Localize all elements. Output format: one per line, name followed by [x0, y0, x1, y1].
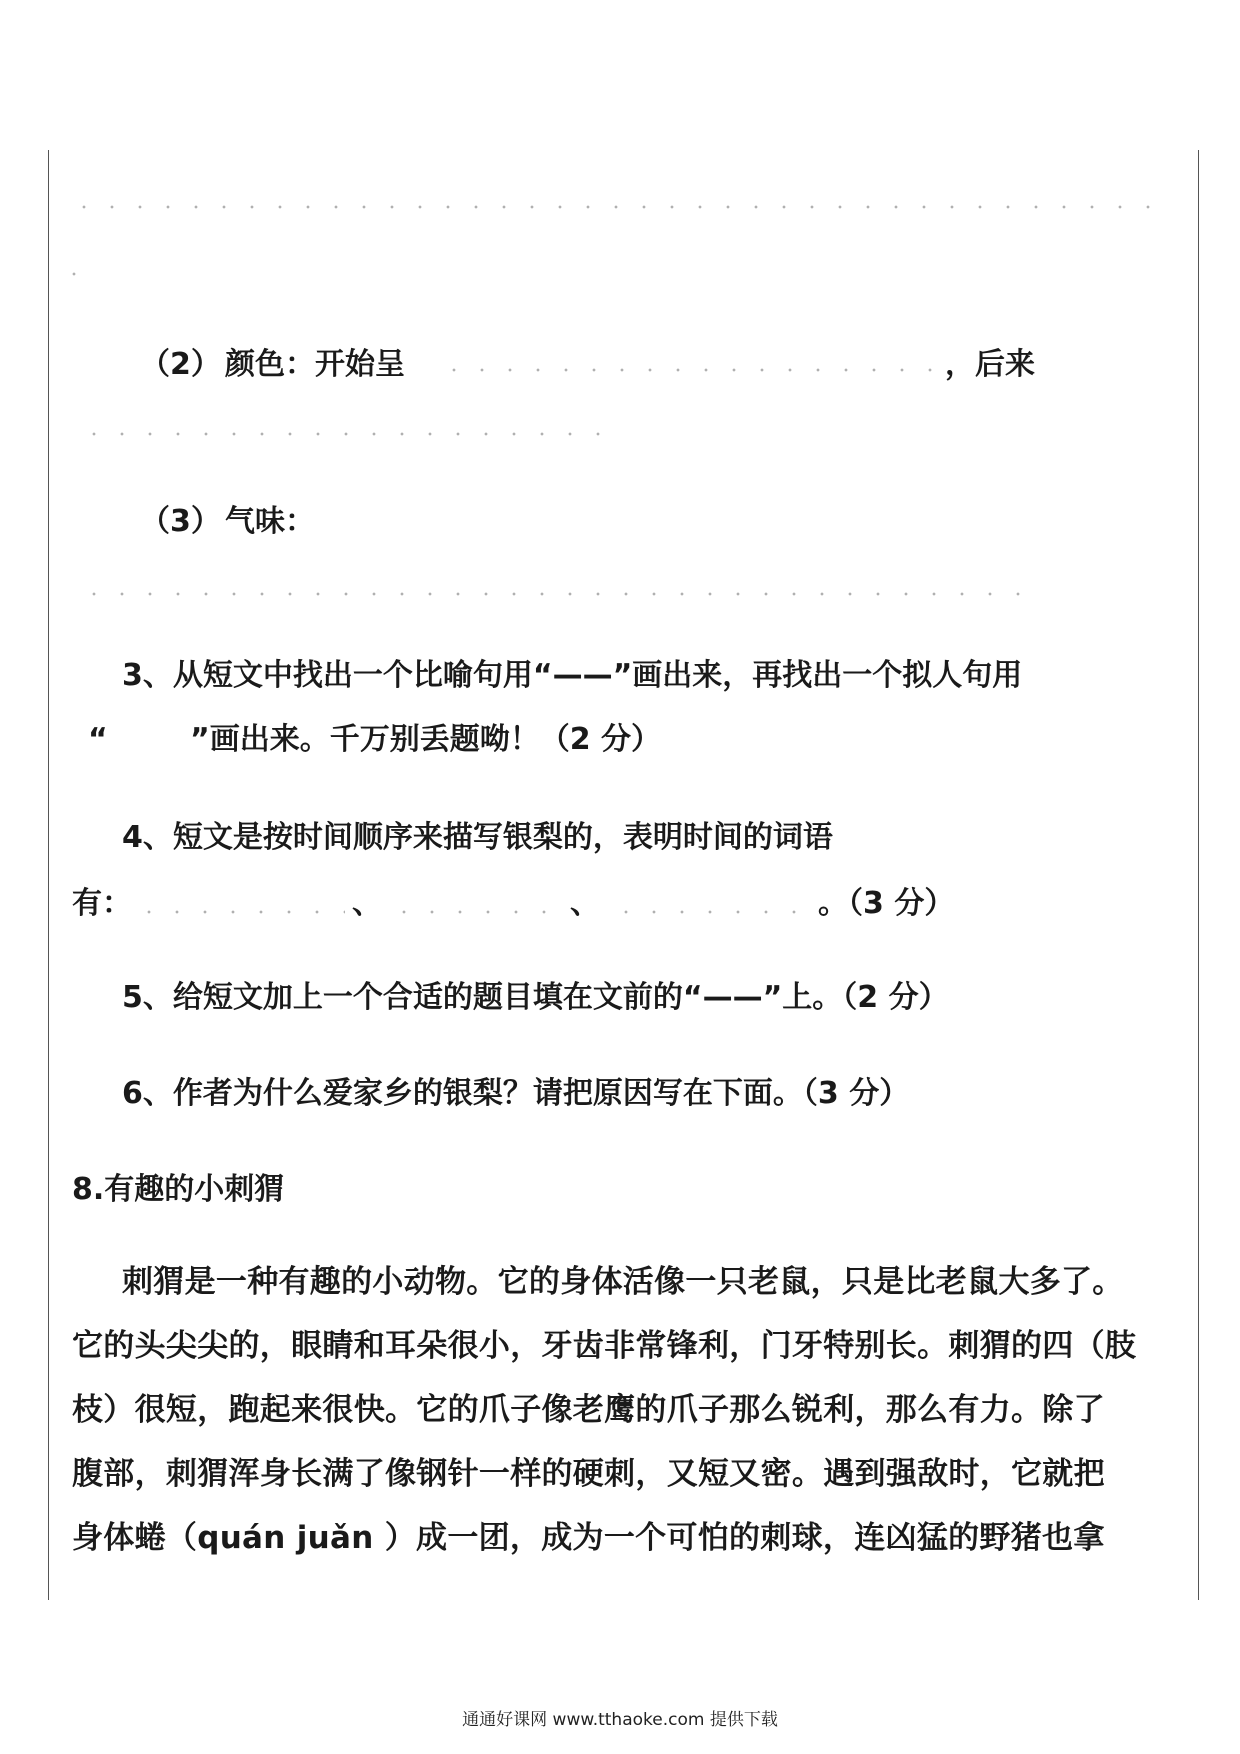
- item-2-after: ，后来: [945, 347, 1035, 382]
- question-5: 5、给短文加上一个合适的题目填在文前的“——”上。（2 分）: [122, 980, 949, 1015]
- passage-line: 身体蜷（quán juǎn ）成一团，成为一个可怕的刺球，连凶猛的野猪也拿: [72, 1520, 1105, 1556]
- answer-blank-3[interactable]: [612, 910, 812, 914]
- item-2-label: （2）: [140, 347, 221, 382]
- question-4-end: 。（3 分）: [818, 886, 955, 921]
- question-3-quote-open: “: [88, 722, 108, 757]
- question-3-line2: ”画出来。千万别丢题呦！（2 分）: [190, 722, 662, 757]
- question-6: 6、作者为什么爱家乡的银梨？请把原因写在下面。（3 分）: [122, 1076, 910, 1111]
- passage-title: 8.有趣的小刺猬: [72, 1172, 285, 1207]
- question-4-prefix: 有：: [72, 886, 132, 921]
- answer-blank-line[interactable]: [70, 205, 1150, 209]
- item-3-text: 气味：: [225, 504, 315, 539]
- passage-line: 枝）很短，跑起来很快。它的爪子像老鹰的爪子那么锐利，那么有力。除了: [72, 1392, 1105, 1428]
- left-margin-line: [48, 150, 49, 1600]
- passage-line: 刺猬是一种有趣的小动物。它的身体活像一只老鼠，只是比老鼠大多了。: [122, 1264, 1124, 1300]
- answer-blank-2[interactable]: [390, 910, 570, 914]
- answer-blank-line[interactable]: [80, 592, 1040, 596]
- answer-blank-1[interactable]: [135, 910, 345, 914]
- item-2-text: 颜色：开始呈: [225, 347, 405, 382]
- question-3-line1: 3、从短文中找出一个比喻句用“——”画出来，再找出一个拟人句用: [122, 658, 1023, 693]
- answer-blank-line[interactable]: [440, 368, 940, 372]
- right-margin-line: [1198, 150, 1199, 1600]
- passage-line: 它的头尖尖的，眼睛和耳朵很小，牙齿非常锋利，门牙特别长。刺猬的四（肢: [72, 1328, 1137, 1364]
- question-4-sep1: 、: [352, 886, 382, 921]
- item-3-label: （3）: [140, 504, 221, 539]
- question-4-sep2: 、: [570, 886, 600, 921]
- passage-line: 腹部，刺猬浑身长满了像钢针一样的硬刺，又短又密。遇到强敌时，它就把: [72, 1456, 1105, 1492]
- footer-credit: 通通好课网 www.tthaoke.com 提供下载: [462, 1710, 778, 1730]
- answer-blank-line[interactable]: [60, 272, 80, 276]
- question-4-line1: 4、短文是按时间顺序来描写银梨的，表明时间的词语: [122, 820, 833, 855]
- answer-blank-line[interactable]: [80, 432, 600, 436]
